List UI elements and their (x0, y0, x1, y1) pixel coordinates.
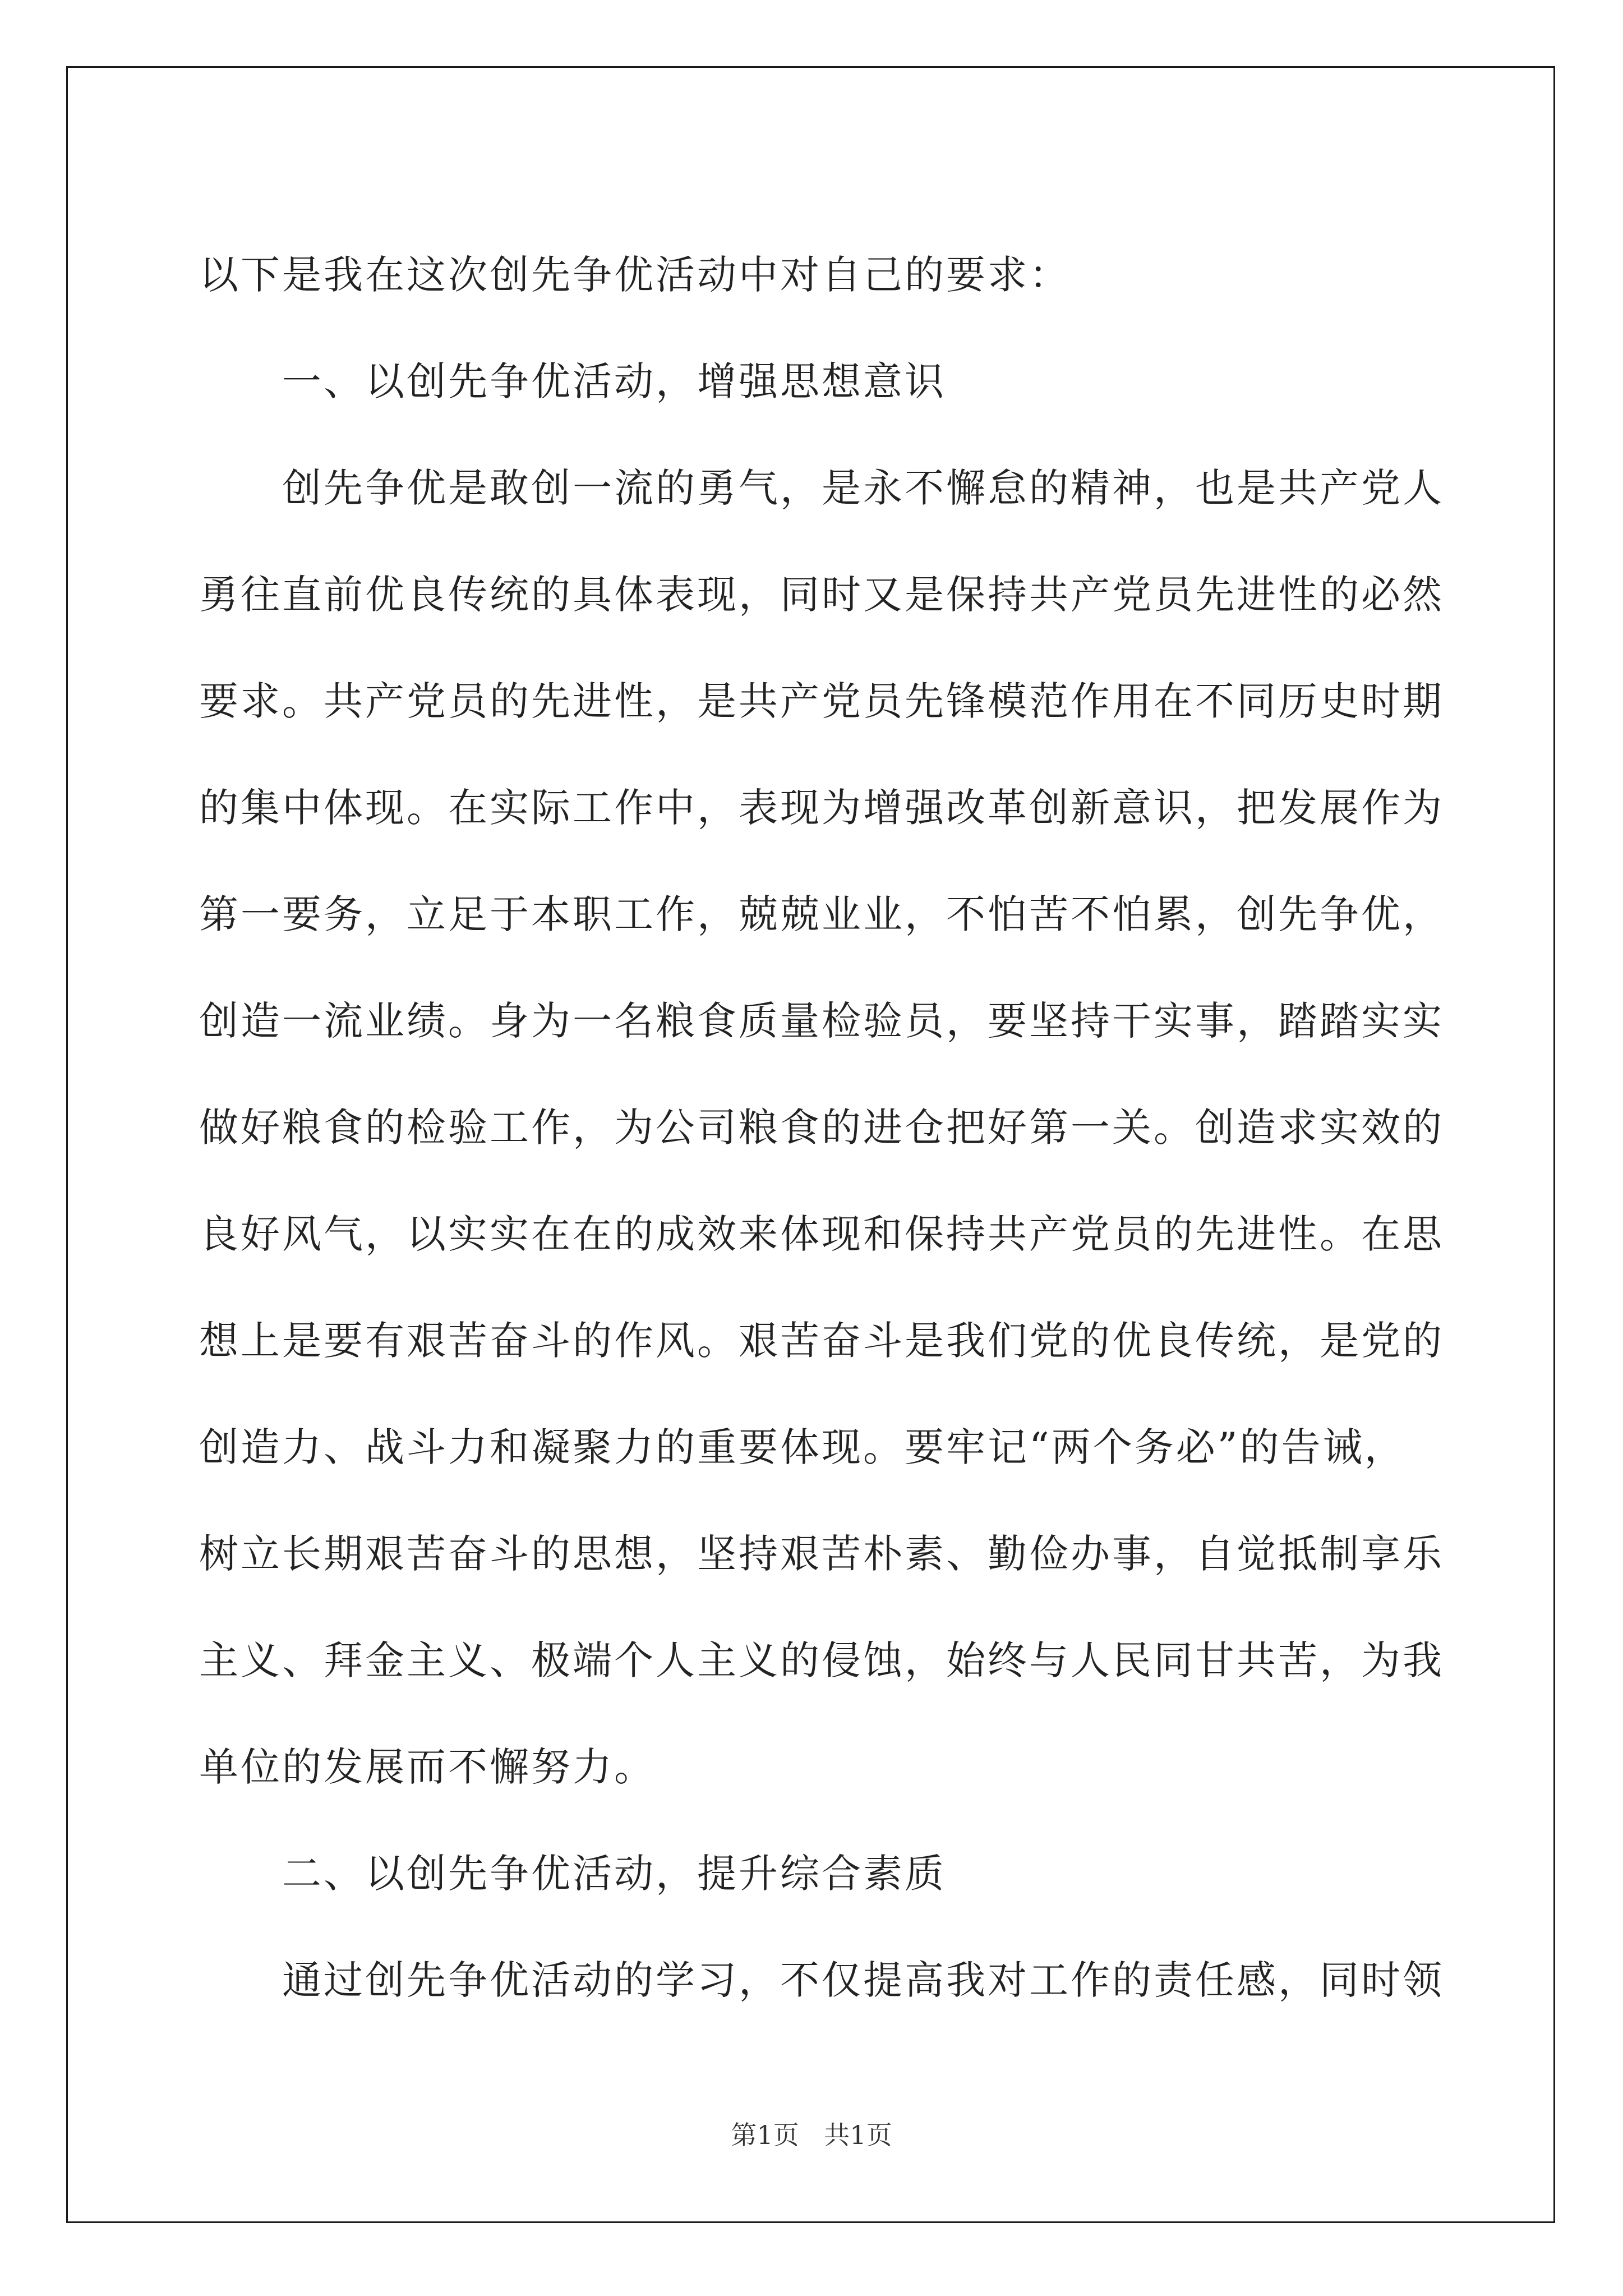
text-line: 创造力、战斗力和凝聚力的重要体现。要牢记“两个务必”的告诫， (199, 1424, 1406, 1470)
text-line: 树立长期艰苦奋斗的思想，坚持艰苦朴素、勤俭办事，自觉抵制享乐 (199, 1531, 1444, 1577)
text-line: 单位的发展而不懈努力。 (199, 1744, 656, 1790)
text-line: 主义、拜金主义、极端个人主义的侵蚀，始终与人民同甘共苦，为我 (199, 1637, 1444, 1683)
text-line: 勇往直前优良传统的具体表现，同时又是保持共产党员先进性的必然 (199, 572, 1444, 618)
text-line: 要求。共产党员的先进性，是共产党员先锋模范作用在不同历史时期 (199, 678, 1444, 724)
section-heading: 二、以创先争优活动，提升综合素质 (282, 1851, 946, 1897)
section-heading: 一、以创先争优活动，增强思想意识 (282, 358, 946, 404)
text-line: 做好粮食的检验工作，为公司粮食的进仓把好第一关。创造求实效的 (199, 1105, 1444, 1151)
text-line: 以下是我在这次创先争优活动中对自己的要求： (199, 252, 1071, 298)
page-number-footer: 第1页 共1页 (731, 2120, 892, 2150)
document-body (199, 222, 1444, 2033)
text-line: 想上是要有艰苦奋斗的作风。艰苦奋斗是我们党的优良传统，是党的 (199, 1318, 1444, 1364)
text-line: 的集中体现。在实际工作中，表现为增强改革创新意识，把发展作为 (199, 785, 1444, 831)
text-line: 创先争优是敢创一流的勇气，是永不懈怠的精神，也是共产党人 (282, 465, 1444, 511)
text-line: 第一要务，立足于本职工作，兢兢业业，不怕苦不怕累，创先争优， (199, 891, 1444, 937)
text-line: 通过创先争优活动的学习，不仅提高我对工作的责任感，同时领 (282, 1957, 1444, 2003)
text-line: 良好风气，以实实在在的成效来体现和保持共产党员的先进性。在思 (199, 1211, 1444, 1257)
text-line: 创造一流业绩。身为一名粮食质量检验员，要坚持干实事，踏踏实实 (199, 998, 1444, 1044)
